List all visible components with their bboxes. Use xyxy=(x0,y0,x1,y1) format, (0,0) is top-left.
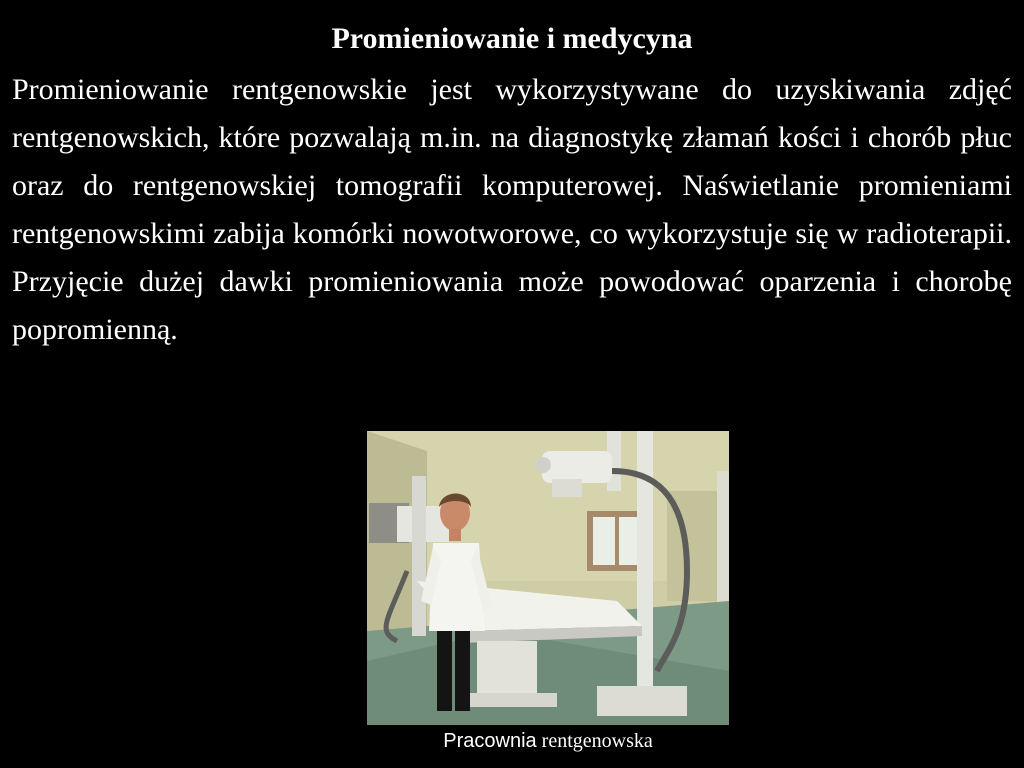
slide-title: Promieniowanie i medycyna xyxy=(331,22,693,55)
x-ray-room-photo xyxy=(367,431,729,725)
photo-caption xyxy=(367,728,729,754)
slide-body-text: Promieniowanie rentgenowskie jest wykorzystywane do uzyskiwania zdjęć rentgenowskich, które pozwalają m.in. na diagnostykę złamań kości i chorób płuc oraz do rentgenowskiej tomografii komputerowej. Naświetlanie promieniami rentgenowskimi zabija komórki nowotworowe, co wykorzystuje się w radioterapii. Przyjęcie dużej dawki promieniowania może powodować oparzenia i chorobę popromienną. xyxy=(12,73,1012,346)
caption-word-2: rentgenowska xyxy=(536,730,653,752)
caption-word-1: Pracownia xyxy=(443,730,537,752)
